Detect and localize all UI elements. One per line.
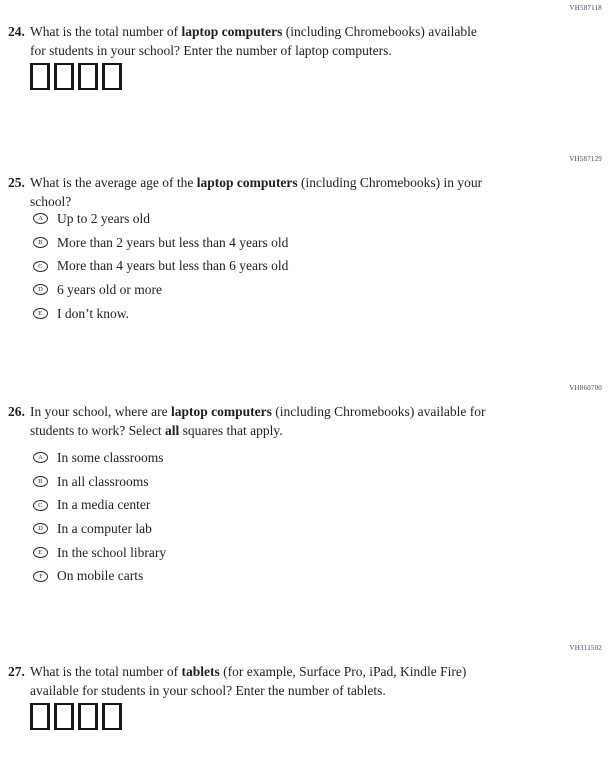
question-24 bbox=[0, 4, 610, 90]
prompt-segment: (for example, Surface Pro, iPad, Kindle Fire) bbox=[219, 664, 467, 679]
option-bubble-icon[interactable] bbox=[33, 213, 48, 224]
digit-entry-box[interactable] bbox=[102, 703, 122, 730]
prompt-segment: What is the total number of bbox=[30, 24, 182, 39]
prompt-segment-bold: tablets bbox=[181, 664, 220, 679]
option-label: In the school library bbox=[57, 544, 167, 560]
option-f[interactable] bbox=[33, 564, 532, 588]
prompt-segment-bold: laptop computers bbox=[170, 404, 272, 419]
option-label: More than 2 years but less than 4 years old bbox=[57, 234, 289, 250]
option-label: On mobile carts bbox=[57, 568, 144, 584]
option-c[interactable] bbox=[33, 493, 532, 517]
question-number: 25. bbox=[8, 175, 25, 190]
option-letter: B bbox=[38, 477, 43, 485]
prompt-segment-bold: laptop computers bbox=[196, 175, 298, 190]
option-label: In a computer lab bbox=[57, 520, 152, 536]
option-label: In all classrooms bbox=[57, 473, 149, 489]
question-prompt bbox=[30, 174, 532, 211]
options-list bbox=[33, 207, 532, 325]
option-bubble-icon[interactable] bbox=[33, 308, 48, 319]
prompt-segment: What is the average age of the bbox=[30, 175, 197, 190]
prompt-segment-bold: all bbox=[164, 422, 180, 438]
option-bubble-icon[interactable] bbox=[33, 476, 48, 487]
question-number: 26. bbox=[8, 404, 25, 419]
option-e[interactable] bbox=[33, 302, 532, 326]
question-prompt bbox=[30, 23, 532, 60]
option-c[interactable] bbox=[33, 254, 532, 278]
question-row bbox=[0, 174, 610, 325]
option-bubble-icon[interactable] bbox=[33, 261, 48, 272]
prompt-segment-bold: laptop computers bbox=[181, 24, 283, 39]
prompt-segment: available for students in your school? Enter the number of tablets. bbox=[30, 682, 386, 698]
digit-entry-box[interactable] bbox=[78, 703, 98, 730]
option-label: I don’t know. bbox=[57, 305, 129, 321]
option-bubble-icon[interactable] bbox=[33, 571, 48, 582]
question-row bbox=[0, 663, 610, 730]
option-b[interactable] bbox=[33, 470, 532, 494]
option-letter: E bbox=[38, 548, 43, 556]
prompt-segment: school? bbox=[30, 193, 72, 209]
option-bubble-icon[interactable] bbox=[33, 237, 48, 248]
item-code: VH860700 bbox=[569, 384, 602, 392]
question-number: 24. bbox=[8, 24, 25, 39]
question-row bbox=[0, 403, 610, 588]
option-label: Up to 2 years old bbox=[57, 210, 150, 226]
item-code: VH311502 bbox=[569, 644, 602, 652]
prompt-segment: squares that apply. bbox=[179, 422, 283, 438]
option-letter: A bbox=[38, 453, 43, 461]
option-letter: C bbox=[38, 262, 43, 270]
option-bubble-icon[interactable] bbox=[33, 547, 48, 558]
question-row bbox=[0, 23, 610, 90]
option-letter: B bbox=[38, 238, 43, 246]
digit-entry-boxes bbox=[30, 63, 532, 90]
digit-entry-boxes bbox=[30, 703, 532, 730]
prompt-line bbox=[30, 422, 532, 441]
question-27 bbox=[0, 644, 610, 730]
question-25 bbox=[0, 155, 610, 325]
option-letter: A bbox=[38, 214, 43, 222]
option-letter: C bbox=[38, 501, 43, 509]
option-label: 6 years old or more bbox=[57, 281, 162, 297]
prompt-line bbox=[30, 663, 532, 682]
option-letter: D bbox=[38, 285, 43, 294]
prompt-segment: (including Chromebooks) available bbox=[282, 24, 477, 39]
prompt-segment: What is the total number of bbox=[30, 664, 182, 679]
options-list bbox=[33, 446, 532, 588]
question-26 bbox=[0, 384, 610, 588]
question-prompt bbox=[30, 663, 532, 700]
option-letter: F bbox=[38, 572, 43, 580]
option-a[interactable] bbox=[33, 207, 532, 231]
digit-entry-box[interactable] bbox=[30, 703, 50, 730]
option-bubble-icon[interactable] bbox=[33, 452, 48, 463]
option-bubble-icon[interactable] bbox=[33, 284, 48, 295]
question-number: 27. bbox=[8, 664, 25, 679]
question-body bbox=[30, 663, 532, 730]
option-a[interactable] bbox=[33, 446, 532, 470]
prompt-line bbox=[30, 23, 532, 42]
option-d[interactable] bbox=[33, 278, 532, 302]
option-label: In some classrooms bbox=[57, 449, 164, 465]
prompt-segment: for students in your school? Enter the number of laptop computers. bbox=[30, 42, 392, 58]
option-letter: D bbox=[38, 524, 43, 533]
option-e[interactable] bbox=[33, 541, 532, 565]
question-body bbox=[30, 174, 532, 325]
option-d[interactable] bbox=[33, 517, 532, 541]
option-label: More than 4 years but less than 6 years old bbox=[57, 258, 289, 274]
prompt-line bbox=[30, 403, 532, 422]
prompt-segment: students to work? Select bbox=[30, 422, 165, 438]
option-bubble-icon[interactable] bbox=[33, 523, 48, 534]
prompt-line bbox=[30, 42, 532, 61]
question-body bbox=[30, 403, 532, 588]
digit-entry-box[interactable] bbox=[102, 63, 122, 90]
question-body bbox=[30, 23, 532, 90]
item-code: VH587129 bbox=[569, 155, 602, 163]
digit-entry-box[interactable] bbox=[30, 63, 50, 90]
prompt-segment: (including Chromebooks) available for bbox=[271, 404, 486, 419]
digit-entry-box[interactable] bbox=[78, 63, 98, 90]
prompt-segment: (including Chromebooks) in your bbox=[297, 175, 483, 190]
option-b[interactable] bbox=[33, 231, 532, 255]
prompt-segment: In your school, where are bbox=[30, 404, 171, 419]
item-code: VH587118 bbox=[569, 4, 602, 12]
prompt-line bbox=[30, 682, 532, 701]
digit-entry-box[interactable] bbox=[54, 63, 74, 90]
digit-entry-box[interactable] bbox=[54, 703, 74, 730]
question-prompt bbox=[30, 403, 532, 440]
option-letter: E bbox=[38, 309, 43, 317]
prompt-line bbox=[30, 174, 532, 193]
option-bubble-icon[interactable] bbox=[33, 500, 48, 511]
option-label: In a media center bbox=[57, 497, 151, 513]
